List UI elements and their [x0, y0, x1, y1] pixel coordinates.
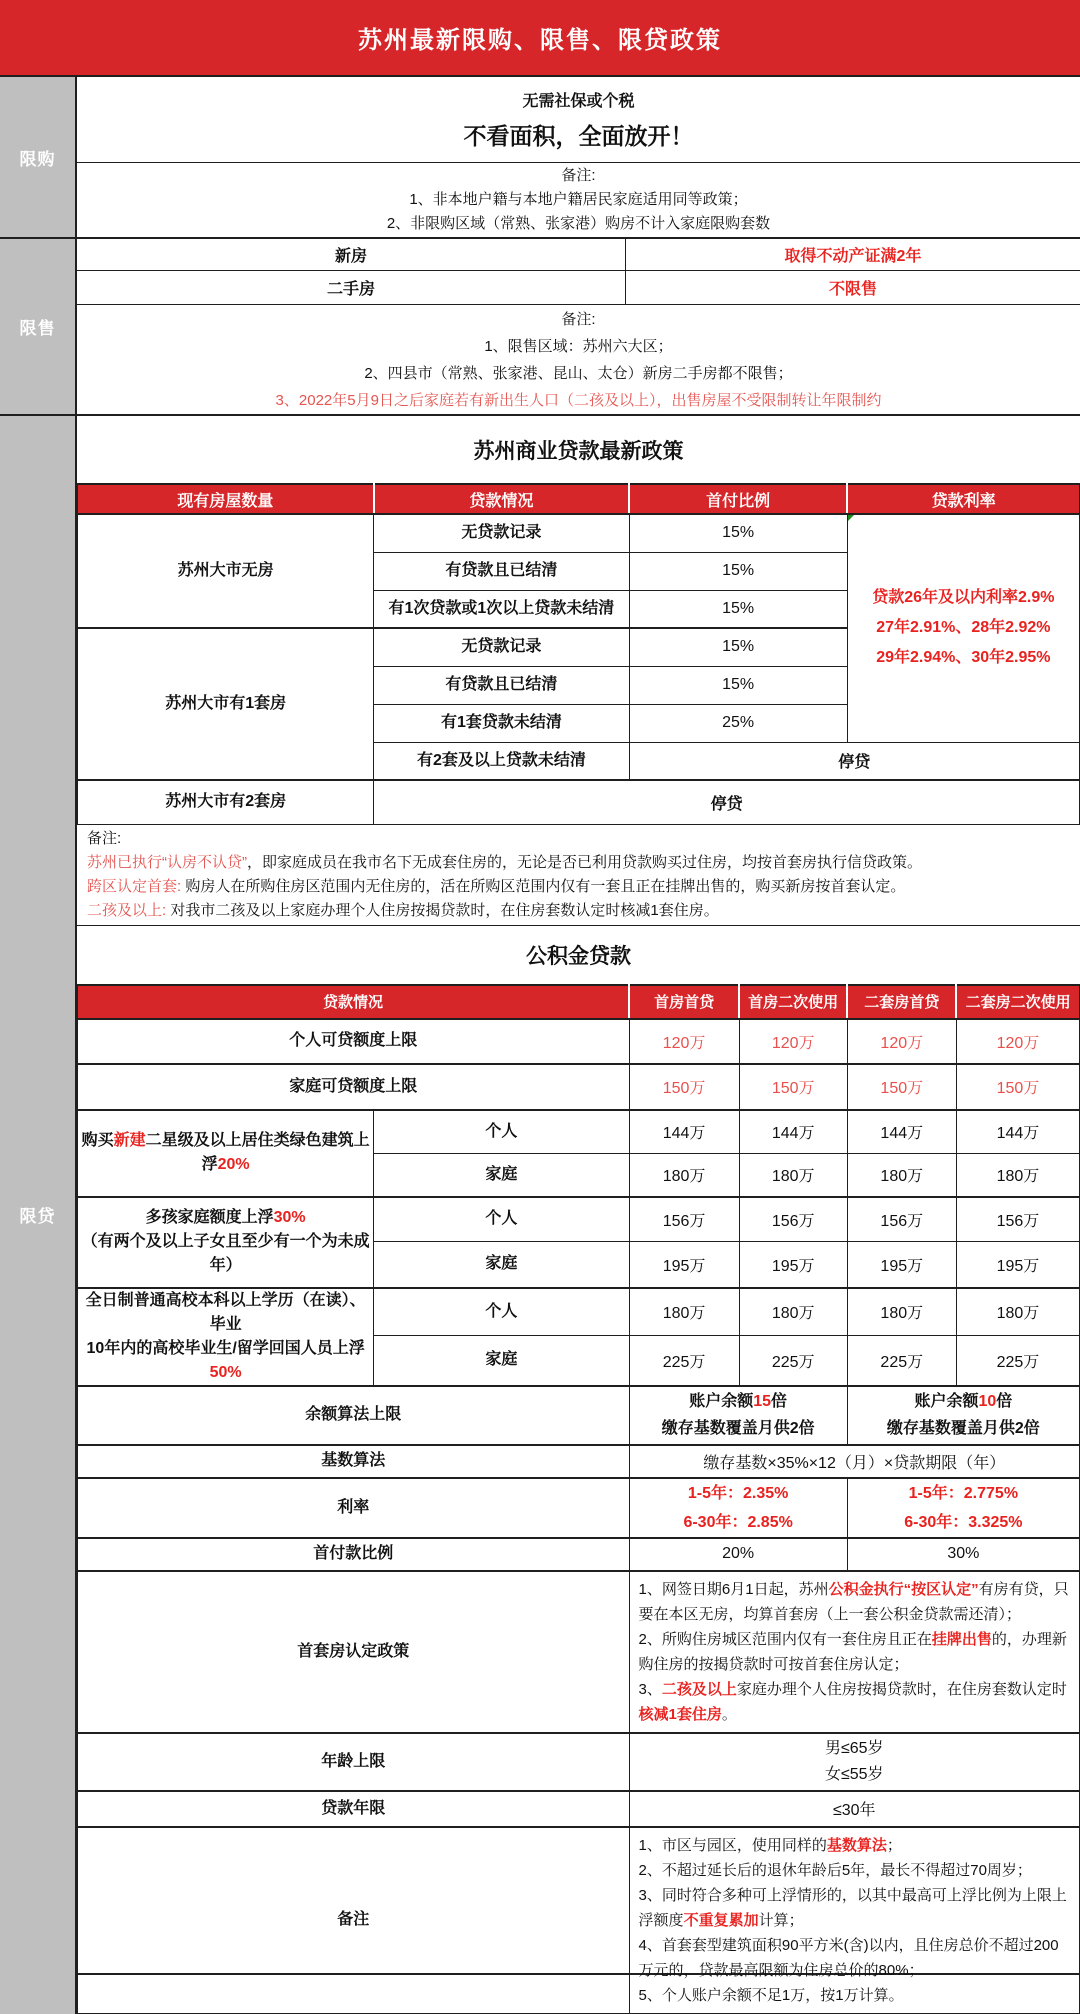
loan-condition-cell: 无贷款记录	[374, 514, 629, 552]
group-label-line: 多孩家庭额度上浮30%	[145, 1209, 306, 1226]
section-purchase-limit	[0, 75, 1080, 237]
table-row	[78, 780, 1080, 824]
quota-value-cell: 180万	[847, 1288, 956, 1336]
sale-row-value: 取得不动产证满2年	[784, 248, 922, 265]
row-label-cell: 首套房认定政策	[78, 1571, 630, 1733]
sub-label-cell: 家庭	[374, 1154, 629, 1197]
stop-lending-cell: 停贷	[629, 742, 1079, 780]
table-row	[78, 514, 1080, 552]
col-header-second-home-second-use: 二套房二次使用	[956, 985, 1079, 1019]
remark-line: 2、非限购区域（常熟、张家港）购房不计入家庭限购套数	[386, 215, 771, 232]
loan-term-cell: ≤30年	[629, 1791, 1079, 1827]
note-line: 2、不超过延长后的退休年龄后5年，最长不得超过70周岁；	[638, 1861, 1032, 1879]
quota-value-cell: 144万	[956, 1110, 1079, 1154]
page-title: 苏州最新限购、限售、限贷政策	[358, 27, 722, 54]
house-group-cell: 苏州大市有2套房	[78, 780, 374, 824]
group-label-cell	[78, 1197, 374, 1288]
policy-line: 3、二孩及以上家庭办理个人住房按揭贷款时，在住房套数认定时核减1套住房。	[638, 1680, 1067, 1723]
rate-line: 6-30年：3.325%	[904, 1513, 1023, 1531]
row-label-cell: 年龄上限	[78, 1733, 630, 1791]
downpayment-cell: 25%	[629, 704, 847, 742]
rate-line: 27年2.91%、28年2.92%	[876, 619, 1051, 637]
remark-line: 备注:	[87, 829, 122, 847]
policy-line: 1、网签日期6月1日起，苏州公积金执行“按区认定”有房有贷，只要在本区无房，均算首套房（上一套公积金贷款需还清）；	[638, 1580, 1069, 1623]
row-label-cell: 首付款比例	[78, 1538, 630, 1571]
sidebar-label-loan: 限贷	[19, 1207, 56, 1227]
commercial-header-row	[78, 484, 1080, 514]
commercial-remarks	[77, 825, 1080, 926]
quota-value-cell: 195万	[739, 1242, 847, 1288]
provident-fund-title: 公积金贷款	[526, 944, 631, 968]
rate-line: 贷款26年及以内利率2.9%	[872, 589, 1055, 607]
remark-line: 1、非本地户籍与本地户籍居民家庭适用同等政策；	[409, 191, 748, 208]
quota-value-cell: 144万	[739, 1110, 847, 1154]
sub-label-cell: 个人	[374, 1288, 629, 1336]
sale-row-new-home	[77, 239, 1080, 271]
section-loan-limit	[0, 414, 1080, 2014]
sidebar-sale	[0, 239, 77, 414]
group-label-line: 购买新建二星级及以上居住类绿色建筑上浮20%	[81, 1132, 370, 1173]
remark-line-red: 3、2022年5月9日之后家庭若有新出生人口（二孩及以上），出售房屋不受限制转让年限制约	[275, 391, 882, 409]
rate-line: 1-5年：2.775%	[908, 1484, 1019, 1502]
table-row	[78, 1019, 1080, 1064]
loan-condition-cell: 有贷款且已结清	[374, 552, 629, 590]
sidebar-label-sale: 限售	[19, 319, 56, 338]
purchase-headline: 不看面积，全面放开！	[463, 123, 694, 149]
row-label-cell: 备注	[78, 1827, 630, 2014]
quota-value-cell: 150万	[847, 1064, 956, 1110]
loan-condition-cell: 有1套贷款未结清	[374, 704, 629, 742]
group-label-cell	[78, 1288, 374, 1386]
quota-value-cell: 180万	[847, 1154, 956, 1197]
sub-label-cell: 个人	[374, 1197, 629, 1242]
sidebar-loan	[0, 416, 77, 2014]
loan-condition-cell: 无贷款记录	[374, 628, 629, 666]
interest-rate-cell	[629, 1478, 847, 1538]
remark-line: 备注:	[561, 167, 596, 184]
section-sale-limit	[0, 237, 1080, 414]
provident-fund-table	[77, 984, 1080, 2014]
page-header	[0, 0, 1080, 75]
col-header-loan-status: 贷款情况	[78, 985, 630, 1019]
quota-value-cell: 180万	[739, 1288, 847, 1336]
notes-cell	[629, 1827, 1079, 2014]
table-row	[78, 1445, 1080, 1478]
quota-value-cell: 156万	[629, 1197, 739, 1242]
sale-remarks	[77, 305, 1080, 414]
remark-line: 苏州已执行“认房不认贷”，即家庭成员在我市名下无成套住房的，无论是否已利用贷款购买过住房，均按首套房执行信贷政策。	[87, 853, 923, 871]
loan-rate-cell	[847, 514, 1079, 742]
quota-value-cell: 120万	[956, 1019, 1079, 1064]
balance-line: 账户余额10倍	[914, 1393, 1013, 1410]
col-header-loan-rate: 贷款利率	[847, 484, 1079, 514]
purchase-headline-row	[77, 77, 1080, 163]
loan-condition-cell: 有1次贷款或1次以上贷款未结清	[374, 590, 629, 628]
remark-line: 2、四县市（常熟、张家港、昆山、太仓）新房二手房都不限售；	[364, 364, 793, 382]
rate-line: 29年2.94%、30年2.95%	[876, 649, 1051, 667]
age-line: 男≤65岁	[824, 1739, 884, 1757]
table-row	[78, 1827, 1080, 2014]
green-corner-marker-icon	[848, 515, 854, 521]
quota-value-cell: 144万	[847, 1110, 956, 1154]
sub-label-cell: 个人	[374, 1110, 629, 1154]
age-limit-cell	[629, 1733, 1079, 1791]
quota-value-cell: 195万	[956, 1242, 1079, 1288]
downpayment-ratio-cell: 20%	[629, 1538, 847, 1571]
note-line: 1、市区与园区，使用同样的基数算法；	[638, 1836, 902, 1854]
sale-content	[77, 239, 1080, 414]
table-row	[78, 1538, 1080, 1571]
group-label-line: 全日制普通高校本科以上学历（在读）、毕业	[85, 1291, 366, 1333]
quota-value-cell: 225万	[629, 1336, 739, 1386]
quota-value-cell: 225万	[956, 1336, 1079, 1386]
sale-row-second-hand	[77, 271, 1080, 305]
quota-value-cell: 180万	[629, 1154, 739, 1197]
table-row	[78, 1110, 1080, 1154]
downpayment-cell: 15%	[629, 514, 847, 552]
table-row	[78, 1733, 1080, 1791]
remark-line: 1、限售区域：苏州六大区；	[484, 337, 673, 355]
downpayment-cell: 15%	[629, 666, 847, 704]
loan-condition-cell: 有2套及以上贷款未结清	[374, 742, 629, 780]
loan-condition-cell: 有贷款且已结清	[374, 666, 629, 704]
purchase-subline: 无需社保或个税	[522, 93, 635, 110]
sale-row-label: 新房	[77, 239, 626, 270]
col-header-second-home-first-loan: 二套房首贷	[847, 985, 956, 1019]
quota-value-cell: 225万	[739, 1336, 847, 1386]
quota-value-cell: 180万	[739, 1154, 847, 1197]
col-header-first-home-second-use: 首房二次使用	[739, 985, 847, 1019]
col-header-downpayment: 首付比例	[629, 484, 847, 514]
age-line: 女≤55岁	[824, 1765, 884, 1783]
base-formula-cell: 缴存基数×35%×12（月）×贷款期限（年）	[629, 1445, 1079, 1478]
rate-line: 6-30年：2.85%	[683, 1513, 793, 1531]
note-line: 5、个人账户余额不足1万，按1万计算。	[638, 1986, 904, 2004]
downpayment-cell: 15%	[629, 552, 847, 590]
table-row	[78, 1571, 1080, 1733]
rate-line: 1-5年：2.35%	[687, 1484, 789, 1502]
row-label-cell: 基数算法	[78, 1445, 630, 1478]
sidebar-label-purchase: 限购	[19, 149, 56, 169]
interest-rate-cell	[847, 1478, 1079, 1538]
group-label-cell	[78, 1110, 374, 1197]
group-label-line: 10年内的高校毕业生/留学回国人员上浮50%	[86, 1339, 365, 1381]
group-label-line: （有两个及以上子女且至少有一个为未成年）	[81, 1233, 370, 1274]
remark-line: 二孩及以上: 对我市二孩及以上家庭办理个人住房按揭贷款时，在住房套数认定时核减1套住房。	[87, 901, 719, 919]
table-row	[78, 1791, 1080, 1827]
quota-value-cell: 156万	[956, 1197, 1079, 1242]
downpayment-cell: 15%	[629, 590, 847, 628]
balance-line: 账户余额15倍	[689, 1393, 788, 1410]
quota-value-cell: 180万	[956, 1154, 1079, 1197]
quota-value-cell: 180万	[629, 1288, 739, 1336]
purchase-remarks	[77, 163, 1080, 237]
quota-value-cell: 156万	[739, 1197, 847, 1242]
sub-label-cell: 家庭	[374, 1336, 629, 1386]
remark-line: 备注:	[561, 310, 596, 328]
provident-header-row	[78, 985, 1080, 1019]
quota-value-cell: 195万	[847, 1242, 956, 1288]
quota-value-cell: 150万	[956, 1064, 1079, 1110]
row-label-cell: 贷款年限	[78, 1791, 630, 1827]
table-row	[78, 1478, 1080, 1538]
quota-value-cell: 120万	[847, 1019, 956, 1064]
row-label-cell: 余额算法上限	[78, 1386, 630, 1445]
downpayment-ratio-cell: 30%	[847, 1538, 1079, 1571]
house-group-cell: 苏州大市有1套房	[78, 628, 374, 780]
note-line: 3、同时符合多种可上浮情形的，以其中最高可上浮比例为上限上浮额度不重复累加计算；	[638, 1886, 1067, 1929]
commercial-loan-table	[77, 483, 1080, 825]
quota-value-cell: 225万	[847, 1336, 956, 1386]
remark-line: 跨区认定首套: 购房人在所购住房区范围内无住房的，活在所购区范围内仅有一套且正在挂牌出售的，购买新房按首套认定。	[87, 877, 906, 895]
col-header-house-count: 现有房屋数量	[78, 484, 374, 514]
sidebar-purchase	[0, 77, 77, 237]
stop-lending-cell: 停贷	[374, 780, 1080, 824]
balance-rule-cell	[629, 1386, 847, 1445]
downpayment-cell: 15%	[629, 628, 847, 666]
col-header-first-home-first-loan: 首房首贷	[629, 985, 739, 1019]
sale-row-label: 二手房	[77, 271, 626, 304]
policy-line: 2、所购住房城区范围内仅有一套住房且正在挂牌出售的，办理新购住房的按揭贷款时可按首套住房认定；	[638, 1630, 1067, 1673]
table-row	[78, 1197, 1080, 1242]
loan-content	[77, 416, 1080, 2014]
first-home-policy-cell	[629, 1571, 1079, 1733]
quota-value-cell: 144万	[629, 1110, 739, 1154]
purchase-content	[77, 77, 1080, 237]
sub-label-cell: 家庭	[374, 1242, 629, 1288]
sale-row-value: 不限售	[828, 281, 877, 298]
table-row	[78, 1064, 1080, 1110]
row-label-cell: 个人可贷额度上限	[78, 1019, 630, 1064]
table-row	[78, 1386, 1080, 1445]
quota-value-cell: 150万	[629, 1064, 739, 1110]
house-group-cell: 苏州大市无房	[78, 514, 374, 628]
balance-line: 缴存基数覆盖月供2倍	[886, 1420, 1040, 1437]
quota-value-cell: 180万	[956, 1288, 1079, 1336]
quota-value-cell: 195万	[629, 1242, 739, 1288]
commercial-loan-title: 苏州商业贷款最新政策	[473, 439, 684, 463]
row-label-cell: 利率	[78, 1478, 630, 1538]
note-line: 4、首套套型建筑面积90平方米(含)以内，且住房总价不超过200万元的，贷款最高限额为住房总价的80%；	[638, 1936, 1059, 1979]
balance-rule-cell	[847, 1386, 1079, 1445]
col-header-loan-status: 贷款情况	[374, 484, 629, 514]
quota-value-cell: 156万	[847, 1197, 956, 1242]
quota-value-cell: 150万	[739, 1064, 847, 1110]
quota-value-cell: 120万	[739, 1019, 847, 1064]
row-label-cell: 家庭可贷额度上限	[78, 1064, 630, 1110]
quota-value-cell: 120万	[629, 1019, 739, 1064]
balance-line: 缴存基数覆盖月供2倍	[661, 1420, 815, 1437]
table-row	[78, 1288, 1080, 1336]
